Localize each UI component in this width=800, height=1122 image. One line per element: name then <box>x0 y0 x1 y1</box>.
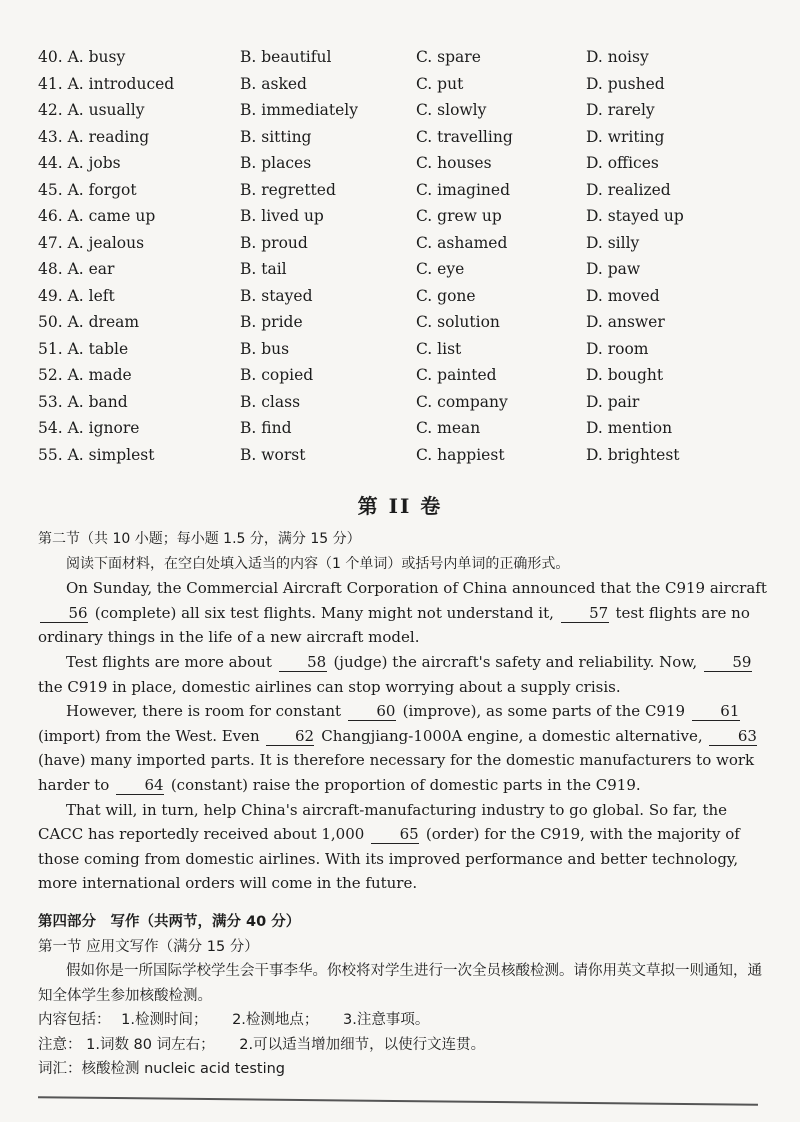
option-a: 43. A. reading <box>38 127 150 146</box>
paragraph-3 <box>38 699 768 797</box>
option-row <box>38 154 778 181</box>
option-b: B. tail <box>240 260 287 278</box>
option-b: B. stayed <box>240 286 313 305</box>
option-d: D. rarely <box>586 101 655 119</box>
option-a: 53. A. band <box>38 392 128 411</box>
vocab-text: 核酸检测 nucleic acid testing <box>81 1061 285 1077</box>
option-a: 42. A. usually <box>38 101 145 119</box>
vocabulary <box>38 1057 768 1082</box>
option-c: C. travelling <box>416 127 513 146</box>
paragraph-1 <box>38 576 768 650</box>
blank-63[interactable]: 63 <box>709 727 757 746</box>
option-c: C. mean <box>416 419 481 437</box>
option-d: D. noisy <box>586 48 649 66</box>
option-d: D. paw <box>586 260 641 278</box>
option-row <box>38 181 778 208</box>
option-c: C. company <box>416 392 508 411</box>
option-d: D. offices <box>586 154 659 172</box>
option-a: 50. A. dream <box>38 313 140 331</box>
option-a: 48. A. ear <box>38 260 115 278</box>
paragraph-2 <box>38 650 768 699</box>
text: test flights are no ordinary things in the life of a new aircraft model. <box>38 603 750 647</box>
option-c: C. solution <box>416 313 500 331</box>
option-c: C. painted <box>416 366 497 384</box>
option-a: 51. A. table <box>38 339 129 358</box>
option-d: D. realized <box>586 180 671 199</box>
option-row <box>38 207 778 234</box>
text: However, there is room for constant <box>66 702 342 721</box>
blank-61[interactable]: 61 <box>692 702 740 721</box>
blank-65[interactable]: 65 <box>371 825 419 844</box>
option-row <box>38 366 778 393</box>
option-c: C. slowly <box>416 101 487 119</box>
grammar-passage <box>38 527 768 896</box>
option-row <box>38 75 778 102</box>
text: Changjiang-1000A engine, a domestic alternative, <box>321 726 703 745</box>
part4-header: 第四部分 写作（共两节，满分 40 分） <box>38 914 301 930</box>
option-row <box>38 313 778 340</box>
option-a: 54. A. ignore <box>38 419 140 437</box>
option-b: B. pride <box>240 313 303 331</box>
content-item: 3.注意事项。 <box>343 1012 430 1028</box>
option-row <box>38 393 778 420</box>
option-d: D. pair <box>586 392 640 411</box>
option-c: C. gone <box>416 286 476 305</box>
option-b: B. worst <box>240 445 306 464</box>
text: Test flights are more about <box>66 652 272 671</box>
section2-header: 第二节（共 10 小题；每小题 1.5 分，满分 15 分） <box>38 531 361 547</box>
option-a: 40. A. busy <box>38 48 126 66</box>
option-c: C. put <box>416 74 464 93</box>
option-a: 44. A. jobs <box>38 154 121 172</box>
option-d: D. silly <box>586 233 640 252</box>
notes <box>38 1033 768 1058</box>
option-c: C. imagined <box>416 180 511 199</box>
option-d: D. moved <box>586 286 660 305</box>
option-row <box>38 101 778 128</box>
option-row <box>38 48 778 75</box>
writing-prompt: 假如你是一所国际学校学生会干事李华。你校将对学生进行一次全员核酸检测。请你用英文草拟一则通知，通知全体学生参加核酸检测。 <box>38 963 762 1004</box>
option-b: B. regretted <box>240 180 336 199</box>
option-b: B. bus <box>240 339 290 358</box>
option-b: B. copied <box>240 366 314 384</box>
content-label: 内容包括： <box>38 1012 111 1028</box>
option-row <box>38 234 778 261</box>
option-a: 46. A. came up <box>38 207 156 225</box>
option-b: B. immediately <box>240 101 359 119</box>
blank-56[interactable]: 56 <box>40 604 88 623</box>
blank-64[interactable]: 64 <box>116 776 164 795</box>
option-b: B. find <box>240 419 292 437</box>
option-a: 41. A. introduced <box>38 74 175 93</box>
text: On Sunday, the Commercial Aircraft Corporation of China announced that the C919 aircraft <box>66 579 767 598</box>
text: (have) many imported parts. It is therefore necessary for the domestic manufacturers to work harder to <box>38 751 755 794</box>
option-b: B. lived up <box>240 207 324 225</box>
option-b: B. asked <box>240 74 307 93</box>
writing-section <box>38 910 768 1082</box>
text: (import) from the West. Even <box>38 726 260 745</box>
content-requirements <box>38 1008 768 1033</box>
text: That will, in turn, help China's aircraft-manufacturing industry to go global. So far, the CACC has reportedly received about 1,000 <box>38 800 728 844</box>
option-row <box>38 260 778 287</box>
text: the C919 in place, domestic airlines can stop worrying about a supply crisis. <box>38 677 621 696</box>
blank-57[interactable]: 57 <box>561 604 609 623</box>
option-b: B. proud <box>240 233 308 252</box>
option-d: D. bought <box>586 366 664 384</box>
option-d: D. stayed up <box>586 207 684 225</box>
option-row <box>38 340 778 367</box>
option-row <box>38 287 778 314</box>
option-c: C. grew up <box>416 207 502 225</box>
blank-62[interactable]: 62 <box>266 727 314 746</box>
text: (order) for the C919, with the majority of those coming from domestic airlines. With its improved performance and better technology, more international orders will come in the future. <box>38 825 740 893</box>
option-c: C. list <box>416 339 462 358</box>
option-a: 55. A. simplest <box>38 445 155 464</box>
option-b: B. sitting <box>240 127 312 146</box>
content-item: 1.检测时间； <box>121 1012 208 1028</box>
option-d: D. mention <box>586 419 673 437</box>
option-row <box>38 419 778 446</box>
option-c: C. spare <box>416 48 481 66</box>
option-c: C. ashamed <box>416 233 508 252</box>
text: (improve), as some parts of the C919 <box>402 702 686 721</box>
paragraph-4 <box>38 798 768 896</box>
part4-subheader: 第一节 应用文写作（满分 15 分） <box>38 938 259 955</box>
vocab-label: 词汇： <box>38 1061 82 1077</box>
option-a: 52. A. made <box>38 366 132 384</box>
note-item: 1.词数 80 词左右； <box>86 1036 215 1053</box>
option-b: B. beautiful <box>240 48 332 66</box>
option-b: B. class <box>240 392 301 411</box>
page-bottom-divider <box>38 1096 758 1106</box>
option-c: C. houses <box>416 154 492 172</box>
option-b: B. places <box>240 154 312 172</box>
notes-label: 注意： <box>38 1036 82 1053</box>
blank-58[interactable]: 58 <box>279 653 327 672</box>
option-a: 49. A. left <box>38 286 115 305</box>
content-item: 2.检测地点； <box>232 1012 319 1028</box>
section2-instruction: 阅读下面材料，在空白处填入适当的内容（1 个单词）或括号内单词的正确形式。 <box>66 555 570 572</box>
text: (complete) all six test flights. Many might not understand it, <box>94 603 554 622</box>
option-d: D. answer <box>586 313 665 331</box>
option-d: D. room <box>586 339 649 358</box>
option-d: D. pushed <box>586 74 665 93</box>
option-d: D. writing <box>586 127 665 146</box>
section-title: 第 II 卷 <box>357 494 443 518</box>
option-d: D. brightest <box>586 445 680 464</box>
blank-59[interactable]: 59 <box>704 653 752 672</box>
text: (constant) raise the proportion of domestic parts in the C919. <box>170 775 641 794</box>
note-item: 2.可以适当增加细节，以使行文连贯。 <box>239 1036 486 1053</box>
option-row <box>38 128 778 155</box>
option-a: 45. A. forgot <box>38 180 137 199</box>
option-c: C. eye <box>416 260 465 278</box>
option-row <box>38 446 778 473</box>
blank-60[interactable]: 60 <box>348 702 396 721</box>
options-table <box>38 48 778 472</box>
text: (judge) the aircraft's safety and reliability. Now, <box>333 652 698 671</box>
option-c: C. happiest <box>416 445 505 464</box>
option-a: 47. A. jealous <box>38 233 145 252</box>
